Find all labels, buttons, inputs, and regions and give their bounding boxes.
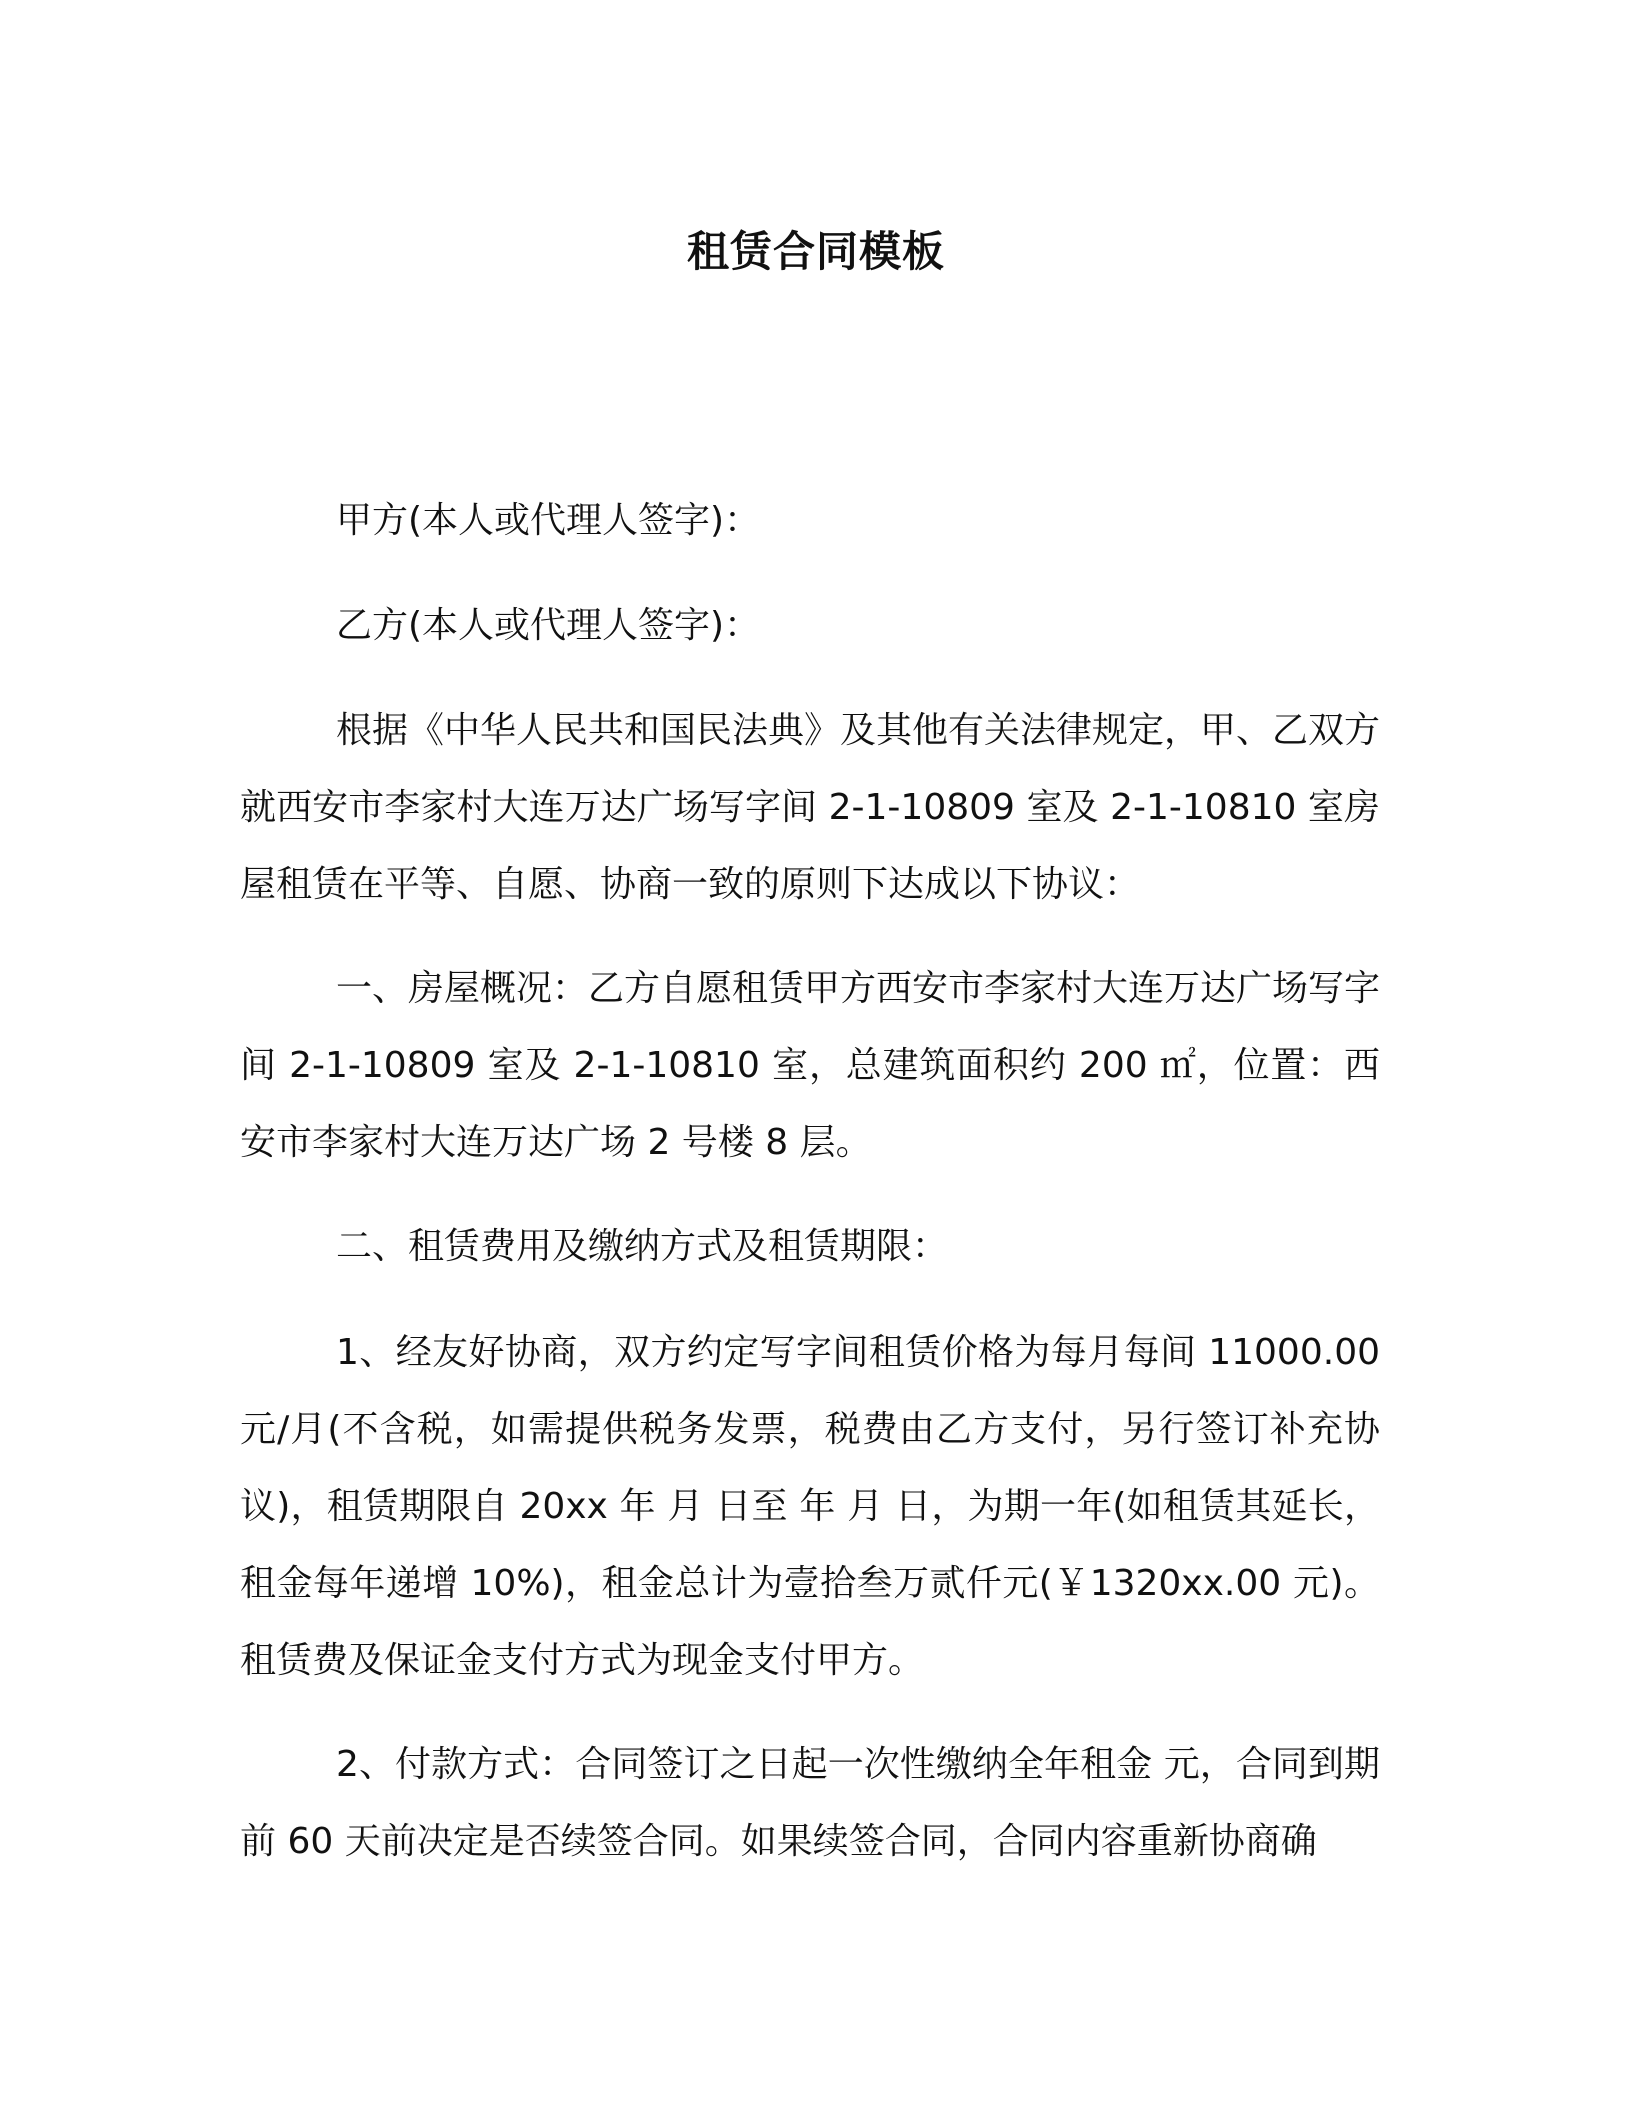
party-b-signature-line: 乙方(本人或代理人签字)： [336,605,761,646]
section-property-overview: 一、房屋概况：乙方自愿租赁甲方西安市李家村大连万达广场写字间 2-1-10809 室及 2-1-10810 室，总建筑面积约 200 ㎡，位置：西安市李家村大连万达广场 2 号楼 8 层。 [240,968,1381,1163]
clause-rent-price: 1、经友好协商，双方约定写字间租赁价格为每月每间 11000.00 元/月(不含税，如需提供税务发票，税费由乙方支付，另行签订补充协议)，租赁期限自 20xx 年 月 日至 年 月 日，为期一年(如租赁其延长，租金每年递增 10%)，租金总计为壹拾叁万贰仟元(￥1320xx.00 元)。租赁费及保证金支付方式为现金支付甲方。 [240,1332,1380,1681]
intro-paragraph: 根据《中华人民共和国民法典》及其他有关法律规定，甲、乙双方就西安市李家村大连万达广场写字间 2-1-10809 室及 2-1-10810 室房屋租赁在平等、自愿、协商一致的原则下达成以下协议： [240,710,1381,905]
party-a-signature-line: 甲方(本人或代理人签字)： [336,500,761,541]
clause-payment-method: 2、付款方式：合同签订之日起一次性缴纳全年租金 元，合同到期前 60 天前决定是否续签合同。如果续签合同，合同内容重新协商确 [240,1744,1380,1862]
document-title: 租赁合同模板 [686,227,945,276]
section-fees-heading: 二、租赁费用及缴纳方式及租赁期限： [336,1226,949,1267]
